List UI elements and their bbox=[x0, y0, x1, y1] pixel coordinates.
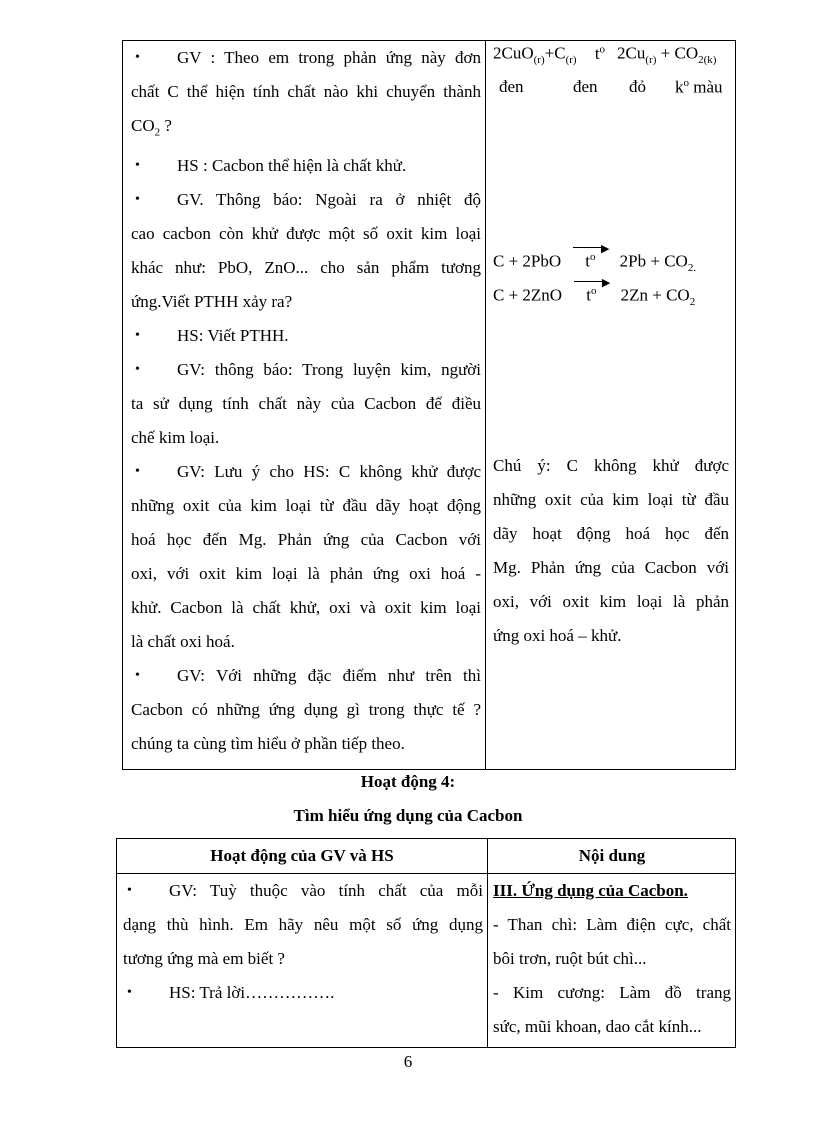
column-divider bbox=[485, 41, 486, 769]
list-item bbox=[131, 41, 481, 149]
text-line: chúng ta cùng tìm hiểu ở phần tiếp theo. bbox=[131, 734, 405, 754]
list-item bbox=[131, 659, 481, 761]
bullet-icon: • bbox=[135, 328, 140, 344]
teacher-student-cell bbox=[123, 874, 483, 1010]
text-line: HS: Trả lời……………. bbox=[169, 983, 335, 1002]
bullet-icon: • bbox=[135, 362, 140, 378]
text-line: oxi, với oxit kim loại là phản ứng oxi hoá - bbox=[131, 564, 481, 584]
bullet-icon: • bbox=[135, 464, 140, 480]
text-line: những oxit của kim loại từ đầu bbox=[493, 490, 729, 509]
list-item bbox=[131, 319, 481, 353]
list-item bbox=[123, 976, 483, 1010]
text-line: tương ứng mà em biết ? bbox=[123, 949, 285, 968]
reaction-arrow-icon: ▶ $t^o$ bbox=[571, 251, 609, 272]
bullet-icon: • bbox=[127, 985, 132, 1000]
activity-title: Hoạt động 4: bbox=[360, 772, 456, 791]
text-line: - Than chì: Làm điện cực, chất bbox=[493, 915, 731, 934]
reaction-condition: $t^o$ bbox=[594, 43, 606, 63]
bullet-icon: • bbox=[135, 158, 140, 174]
list-item bbox=[131, 149, 481, 183]
text-line: GV: thông báo: Trong luyện kim, người bbox=[177, 360, 481, 380]
reaction-arrow-icon: ▶ $t^o$ bbox=[572, 285, 610, 306]
text-line: Cacbon có những ứng dụng gì trong thực tế ? bbox=[131, 700, 481, 720]
text-line: oxi, với oxit kim loại là phản bbox=[493, 592, 729, 611]
text-line: chất C thể hiện tính chất nào khi chuyển thành bbox=[131, 82, 481, 101]
text-line: ứng.Viết PTHH xảy ra? bbox=[131, 292, 293, 312]
text-line: Mg. Phản ứng của Cacbon với bbox=[493, 558, 729, 577]
list-item bbox=[131, 455, 481, 659]
text-line: khử. Cacbon là chất khử, oxi và oxit kim loại bbox=[131, 598, 481, 618]
header-content: Nội dung bbox=[578, 846, 646, 865]
page-number: 6 bbox=[403, 1052, 413, 1071]
note-paragraph bbox=[493, 449, 729, 653]
equation-cuo: $2CuO_{(r)}+C_{(r)}$ $t^o$ $2Cu_{(r)} + CO_{2(k)}$ bbox=[493, 43, 717, 67]
text-line: cao cacbon còn khử được một số oxit kim loại bbox=[131, 224, 481, 244]
text-line: dạng thù hình. Em hãy nêu một số ứng dụng bbox=[123, 915, 483, 934]
text-line: - Kim cương: Làm đồ trang bbox=[493, 983, 731, 1002]
equation-zno: C + 2ZnO ▶ $t^o$ $2Zn + CO_2$ bbox=[493, 277, 696, 309]
text-line: Chú ý: C không khử được bbox=[493, 456, 729, 475]
continuation-table: • GV : Theo em trong phản ứng này đơn chất C thể hiện tính chất nào khi chuyển thành $CO_2$ ? • HS : Cacbon thể hiện là chất khử. • GV. Thông báo: Ngoài ra ở nhiệt độ cao cacbon còn khử được một số oxit kim loại khác như: PbO, ZnO... cho sản phẩm tương ứng.Viết PTHH xảy ra? • HS: Viết PTHH. • GV: thông báo: Trong luyện kim, người ta sử dụng tính chất này của Cacbon để điều chế kim loại. • GV: Lưu ý cho HS: C không khử được những oxit của kim loại từ đầu dãy hoạt động hoá học đến Mg. Phản ứng của Cacbon với oxi, với oxit kim loại là phản ứng oxi hoá - khử. Cacbon là chất khử, oxi và oxit kim loại là chất oxi hoá. • GV: Với những đặc điểm như trên thì Cacbon có những ứng dụng gì trong thực tế ? chúng ta cùng tìm hiểu ở phần tiếp theo. $2CuO_{(r)}+C_{(r)}$ $t^o$ $2Cu_{(r)} + CO_{2(k)}$ đen đen đỏ $k^o$ màu C + 2PbO ▶ $t^o$ $2Pb + CO_{2.}$ C + 2ZnO ▶ $t^o$ $2Zn + CO_2$ Chú ý: C không khử được những oxit của kim loại từ đầu dãy hoạt động hoá học đến Mg. Phản ứng của Cacbon với oxi, với oxit kim loại là phản ứng oxi hoá – khử. bbox=[122, 40, 736, 770]
bullet-icon: • bbox=[135, 50, 140, 65]
activity-subtitle: Tìm hiểu ứng dụng của Cacbon bbox=[293, 806, 523, 825]
section-heading: III. Ứng dụng của Cacbon. bbox=[493, 881, 688, 900]
text-line: GV. Thông báo: Ngoài ra ở nhiệt độ bbox=[177, 190, 481, 210]
list-item bbox=[131, 183, 481, 319]
text-line: bôi trơn, ruột bút chì... bbox=[493, 949, 647, 968]
text-line: HS : Cacbon thể hiện là chất khử. bbox=[177, 156, 407, 176]
text-line: khác như: PbO, ZnO... cho sản phẩm tương bbox=[131, 258, 481, 278]
text-line: GV: Lưu ý cho HS: C không khử được bbox=[177, 462, 481, 482]
activity-table bbox=[116, 838, 736, 1048]
text-line: $CO_2$ ? bbox=[131, 116, 172, 139]
header-teacher-student: Hoạt động của GV và HS bbox=[210, 846, 394, 865]
content-cell bbox=[493, 874, 731, 1044]
text-line: dãy hoạt động hoá học đến bbox=[493, 524, 729, 543]
text-line: HS: Viết PTHH. bbox=[177, 326, 289, 346]
bullet-icon: • bbox=[135, 192, 140, 208]
list-item bbox=[131, 353, 481, 455]
text-line: những oxit của kim loại từ đầu dãy hoạt động bbox=[131, 496, 481, 516]
text-line: ta sử dụng tính chất này của Cacbon để điều bbox=[131, 394, 481, 414]
text-line: GV: Với những đặc điểm như trên thì bbox=[177, 666, 481, 686]
equation-pbo: C + 2PbO ▶ $t^o$ $2Pb + CO_{2.}$ bbox=[493, 243, 697, 275]
list-item bbox=[123, 874, 483, 976]
text-line: hoá học đến Mg. Phản ứng của Cacbon với bbox=[131, 530, 481, 550]
text-line: GV : Theo em trong phản ứng này đơn bbox=[177, 48, 481, 67]
text-line: GV: Tuỳ thuộc vào tính chất của mỗi bbox=[169, 881, 483, 900]
text-line: sức, mũi khoan, dao cắt kính... bbox=[493, 1017, 702, 1036]
text-line: là chất oxi hoá. bbox=[131, 632, 235, 652]
text-line: ứng oxi hoá – khử. bbox=[493, 626, 622, 645]
text-line: chế kim loại. bbox=[131, 428, 220, 448]
bullet-icon: • bbox=[135, 668, 140, 684]
bullet-icon: • bbox=[127, 883, 132, 898]
teacher-student-column bbox=[131, 41, 481, 761]
